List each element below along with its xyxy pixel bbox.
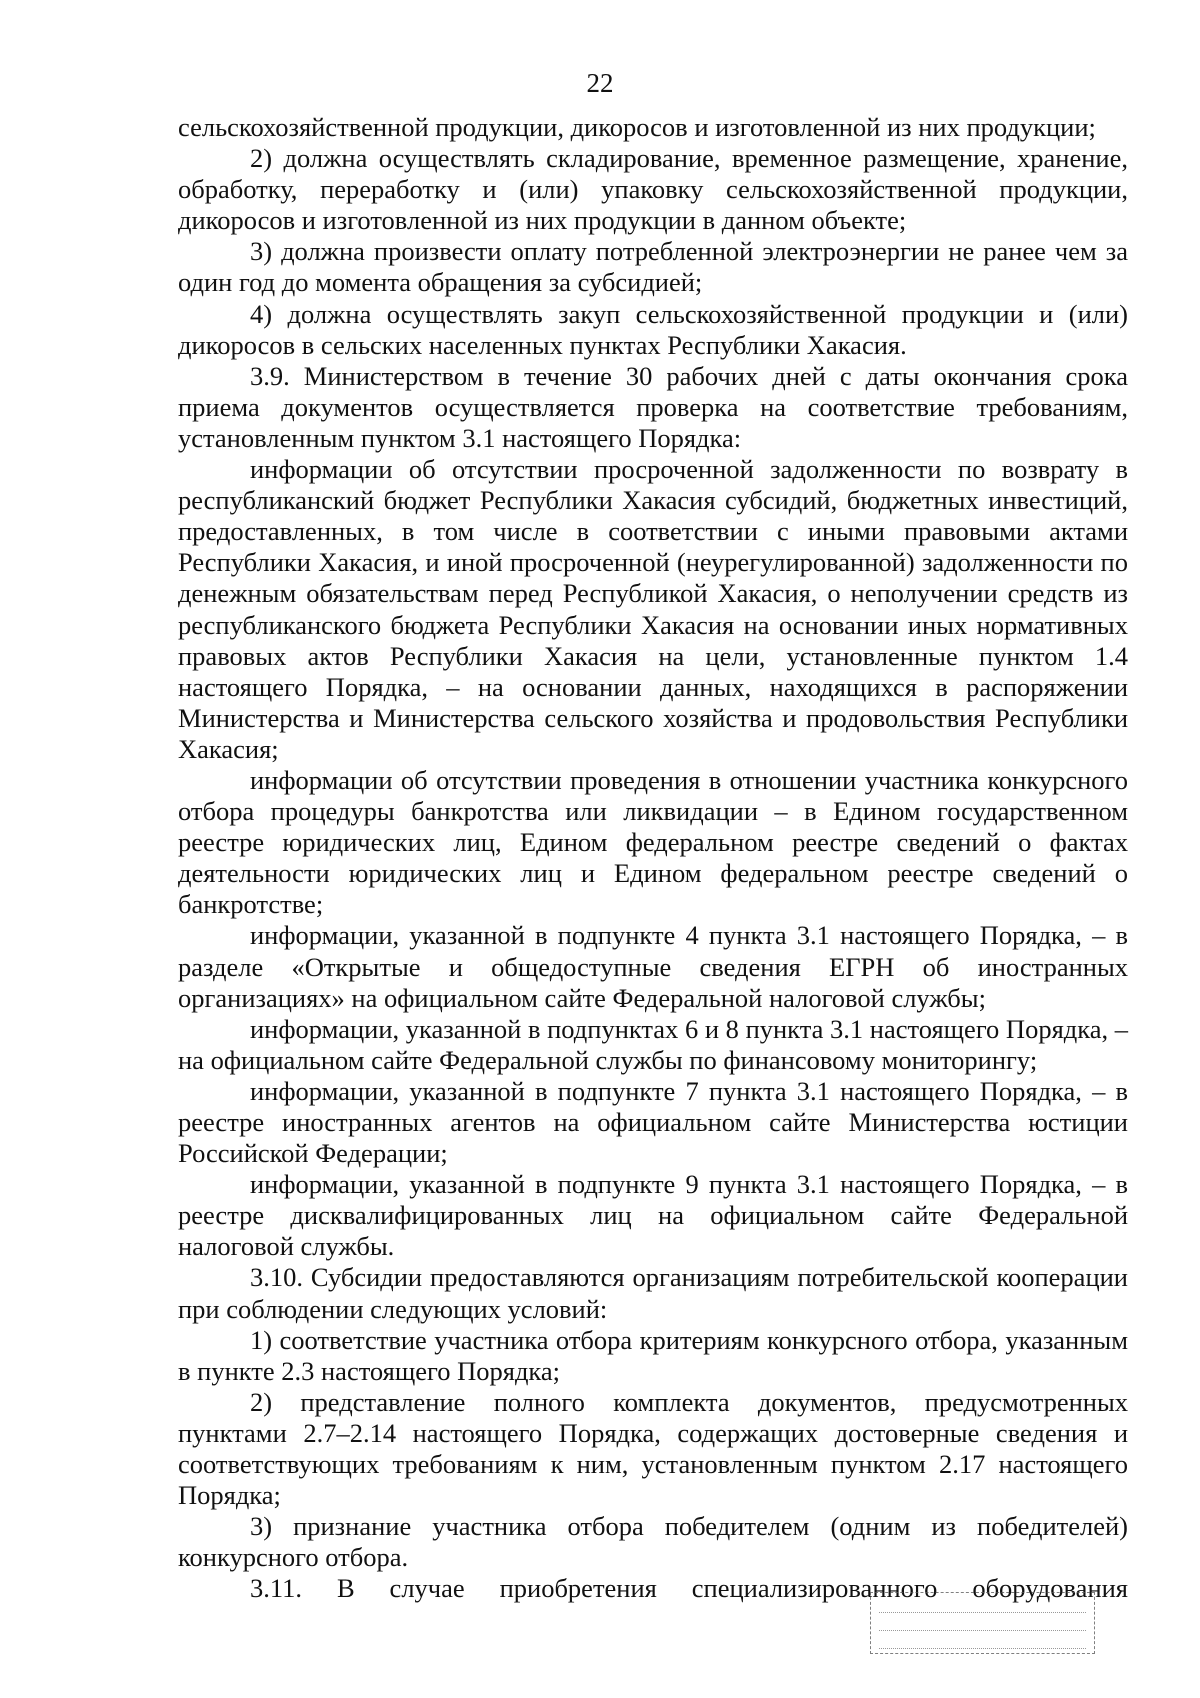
paragraph: 3) признание участника отбора победителем (одним из победителей) конкурсного отбора.	[178, 1511, 1128, 1573]
paragraph: 2) должна осуществлять складирование, временное размещение, хранение, обработку, переработку и (или) упаковку сельскохозяйственной продукции, дикоросов и изготовленной из них продукции в данном объекте;	[178, 143, 1128, 236]
paragraph: информации, указанной в подпункте 9 пункта 3.1 настоящего Порядка, – в реестре дисквалифицированных лиц на официальном сайте Федеральной налоговой службы.	[178, 1169, 1128, 1262]
paragraph: информации, указанной в подпункте 7 пункта 3.1 настоящего Порядка, – в реестре иностранных агентов на официальном сайте Министерства юстиции Российской Федерации;	[178, 1075, 1128, 1169]
paragraph: информации, указанной в подпункте 4 пункта 3.1 настоящего Порядка, – в разделе «Открытые и общедоступные сведения ЕГРН об иностранных организациях» на официальном сайте Федеральной налоговой службы;	[178, 920, 1128, 1013]
paragraph: 2) представление полного комплекта документов, предусмотренных пунктами 2.7–2.14 настоящего Порядка, содержащих достоверные сведения и соответствующих требованиям к ним, установленным пунктом 2.17 настоящего Порядка;	[178, 1386, 1128, 1511]
paragraph: 3) должна произвести оплату потребленной электроэнергии не ранее чем за один год до момента обращения за субсидией;	[178, 236, 1128, 298]
paragraph: 3.11. В случае приобретения специализированного оборудования	[250, 1573, 1128, 1604]
stamp-line	[879, 1616, 1086, 1631]
paragraph: 1) соответствие участника отбора критериям конкурсного отбора, указанным в пункте 2.3 настоящего Порядка;	[178, 1324, 1128, 1386]
paragraph: информации об отсутствии проведения в отношении участника конкурсного отбора процедуры банкротства или ликвидации – в Едином государственном реестре юридических лиц, Едином федеральном реестре сведений о фактах деятельности юридических лиц и Едином федеральном реестре сведений о банкротстве;	[178, 764, 1128, 920]
paragraph: сельскохозяйственной продукции, дикоросов и изготовленной из них продукции;	[178, 112, 1096, 142]
paragraph: информации, указанной в подпунктах 6 и 8 пункта 3.1 настоящего Порядка, – на официальном сайте Федеральной службы по финансовому мониторингу;	[178, 1013, 1128, 1075]
paragraph: 3.10. Субсидии предоставляются организациям потребительской кооперации при соблюдении следующих условий:	[178, 1262, 1128, 1324]
paragraph: 4) должна осуществлять закуп сельскохозяйственной продукции и (или) дикоросов в сельских населенных пунктах Республики Хакасия.	[178, 298, 1128, 360]
certification-stamp	[870, 1592, 1095, 1654]
stamp-line	[879, 1598, 1086, 1613]
stamp-line	[879, 1634, 1086, 1649]
paragraph: 3.9. Министерством в течение 30 рабочих дней с даты окончания срока приема документов осуществляется проверка на соответствие требованиям, установленным пунктом 3.1 настоящего Порядка:	[178, 360, 1128, 453]
paragraph: информации об отсутствии просроченной задолженности по возврату в республиканский бюджет Республики Хакасия субсидий, бюджетных инвестиций, предоставленных, в том числе в соответствии с иными правовыми актами Республики Хакасия, и иной просроченной (неурегулированной) задолженности по денежным обязательствам перед Республикой Хакасия, о неполучении средств из республиканского бюджета Республики Хакасия на основании иных нормативных правовых актов Республики Хакасия на цели, установленные пунктом 1.4 настоящего Порядка, – на основании данных, находящихся в распоряжении Министерства и Министерства сельского хозяйства и продовольствия Республики Хакасия;	[178, 454, 1128, 764]
page-number: 22	[586, 68, 614, 98]
document-body	[178, 112, 1128, 1605]
